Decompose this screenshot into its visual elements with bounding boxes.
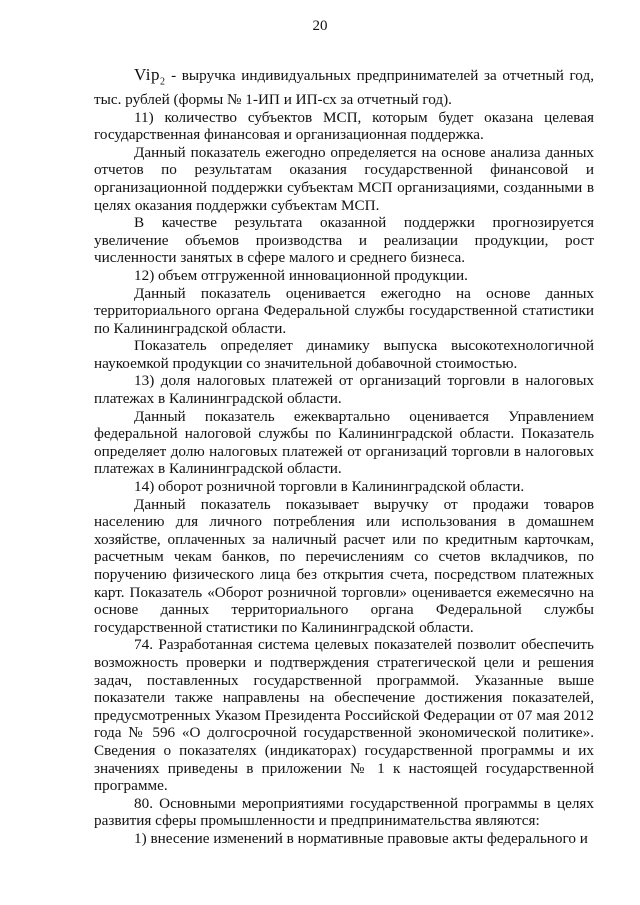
paragraph-vip2-definition <box>94 66 594 109</box>
paragraph-item-12: 12) объем отгруженной инновационной продукции. <box>134 266 468 284</box>
formula-subscript: 2 <box>159 76 166 88</box>
paragraph-section-74: 74. Разработанная система целевых показателей позволит обеспечить возможность проверки и подтверждения стратегической цели и решения задач, поставленных государственной программой. Указанные выше показатели также направлены на обеспечение достижения показателей, предусмотренных Указом Президента Российской Федерации от 07 мая 2012 года № 596 «О долгосрочной государственной экономической политике». Сведения о показателях (индикаторах) государственной программы и их значениях приведены в приложении № 1 к настоящей государственной программе. <box>94 636 594 795</box>
formula-symbol: Vip$_2$ <box>134 65 166 88</box>
paragraph-item-11-method: Данный показатель ежегодно определяется на основе анализа данных отчетов по результатам оказания государственной финансовой и организационной поддержки субъектам МСП организациями, созданными в целях оказания поддержки субъектам МСП. <box>94 143 594 214</box>
paragraph-section-80-item-1: 1) внесение изменений в нормативные правовые акты федерального и <box>134 829 588 847</box>
document-body <box>94 66 594 848</box>
page-number: 20 <box>312 18 328 34</box>
formula-description: - выручка индивидуальных предпринимателей за отчетный год, тыс. рублей (формы № 1-ИП и ИП-сх за отчетный год). <box>94 67 594 108</box>
paragraph-item-14: 14) оборот розничной торговли в Калининградской области. <box>134 478 525 496</box>
paragraph-item-12-method: Данный показатель оценивается ежегодно на основе данных территориального органа Федеральной службы государственной статистики по Калининградской области. <box>94 284 594 337</box>
paragraph-item-12-meaning: Показатель определяет динамику выпуска высокотехнологичной наукоемкой продукции со значительной добавочной стоимостью. <box>94 337 594 372</box>
paragraph-section-80: 80. Основными мероприятиями государственной программы в целях развития сферы промышленности и предпринимательства являются: <box>94 794 594 830</box>
paragraph-item-13: 13) доля налоговых платежей от организаций торговли в налоговых платежах в Калининградской области. <box>94 372 594 408</box>
paragraph-item-11-result: В качестве результата оказанной поддержки прогнозируется увеличение объемов производства и реализации продукции, рост численности занятых в сфере малого и среднего бизнеса. <box>94 214 594 267</box>
paragraph-item-11: 11) количество субъектов МСП, которым будет оказана целевая государственная финансовая и организационная поддержка. <box>94 108 594 144</box>
paragraph-item-14-method: Данный показатель показывает выручку от продажи товаров населению для личного потребления или использования в домашнем хозяйстве, оплаченных за наличный расчет или по кредитным карточкам, расчетным чекам банков, по перечислениям со счетов вкладчиков, по поручению физического лица без открытия счета, посредством платежных карт. Показатель «Оборот розничной торговли» оценивается ежемесячно на основе данных территориального органа Федеральной службы государственной статистики по Калининградской области. <box>94 495 594 636</box>
paragraph-item-13-method: Данный показатель ежеквартально оценивается Управлением федеральной налоговой службы по Калининградской области. Показатель определяет долю налоговых платежей от организаций торговли в налоговых платежах в Калининградской области. <box>94 407 594 478</box>
